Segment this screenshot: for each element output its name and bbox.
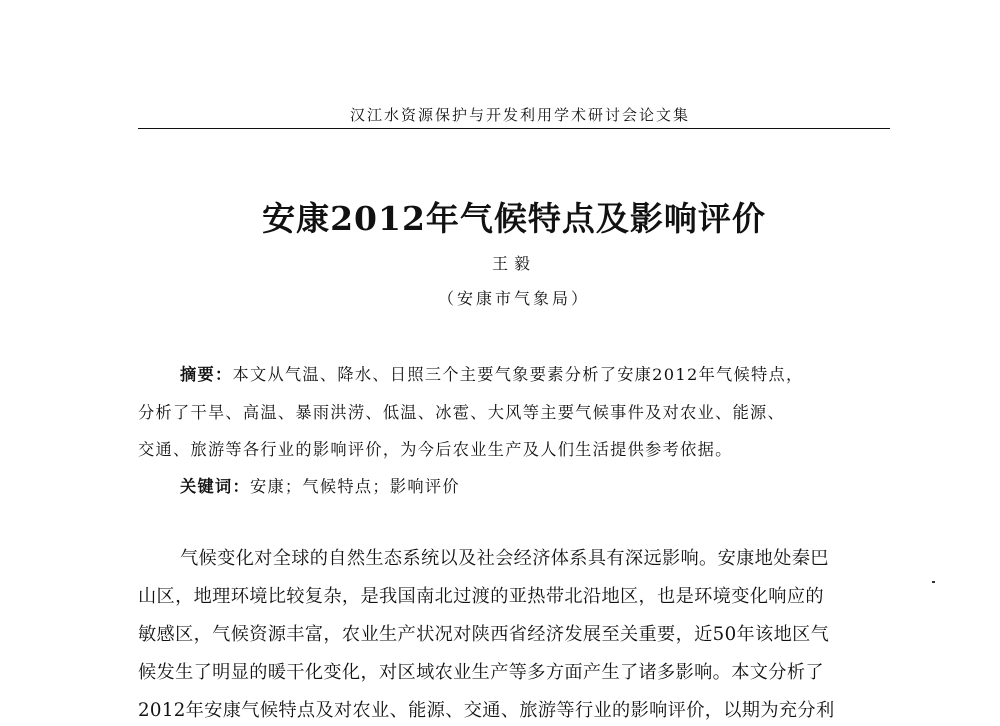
body-line-1: 气候变化对全球的自然生态系统以及社会经济体系具有深远影响。安康地处秦巴 (180, 548, 829, 569)
scan-speck (932, 581, 935, 583)
body-line-3: 敏感区，气候资源丰富，农业生产状况对陕西省经济发展至关重要，近50年该地区气 (138, 624, 830, 645)
abstract-text-1: 本文从气温、降水、日照三个主要气象要素分析了安康2012年气候特点， (232, 365, 804, 384)
body-line-5: 2012年安康气候特点及对农业、能源、交通、旅游等行业的影响评价，以期为充分利 (138, 700, 835, 721)
abstract-line-2: 分析了干旱、高温、暴雨洪涝、低温、冰雹、大风等主要气候事件及对农业、能源、 (138, 403, 786, 422)
keywords-text: 安康；气候特点；影响评价 (249, 477, 460, 496)
author-affiliation: （安康市气象局） (437, 289, 590, 308)
body-line-4: 候发生了明显的暖干化变化，对区域农业生产等多方面产生了诸多影响。本文分析了 (138, 662, 824, 683)
header-rule (138, 128, 890, 129)
abstract-line-1 (180, 361, 804, 385)
author-name: 王毅 (491, 254, 536, 273)
keywords-label: 关键词： (180, 477, 250, 496)
keywords-line (180, 473, 460, 497)
abstract-label: 摘要： (180, 365, 233, 384)
running-header: 汉江水资源保护与开发利用学术研讨会论文集 (349, 106, 690, 124)
abstract-line-3: 交通、旅游等各行业的影响评价，为今后农业生产及人们生活提供参考依据。 (138, 440, 733, 459)
paper-title: 安康2012年气候特点及影响评价 (262, 199, 766, 238)
body-line-2: 山区，地理环境比较复杂，是我国南北过渡的亚热带北沿地区，也是环境变化响应的 (138, 586, 824, 607)
